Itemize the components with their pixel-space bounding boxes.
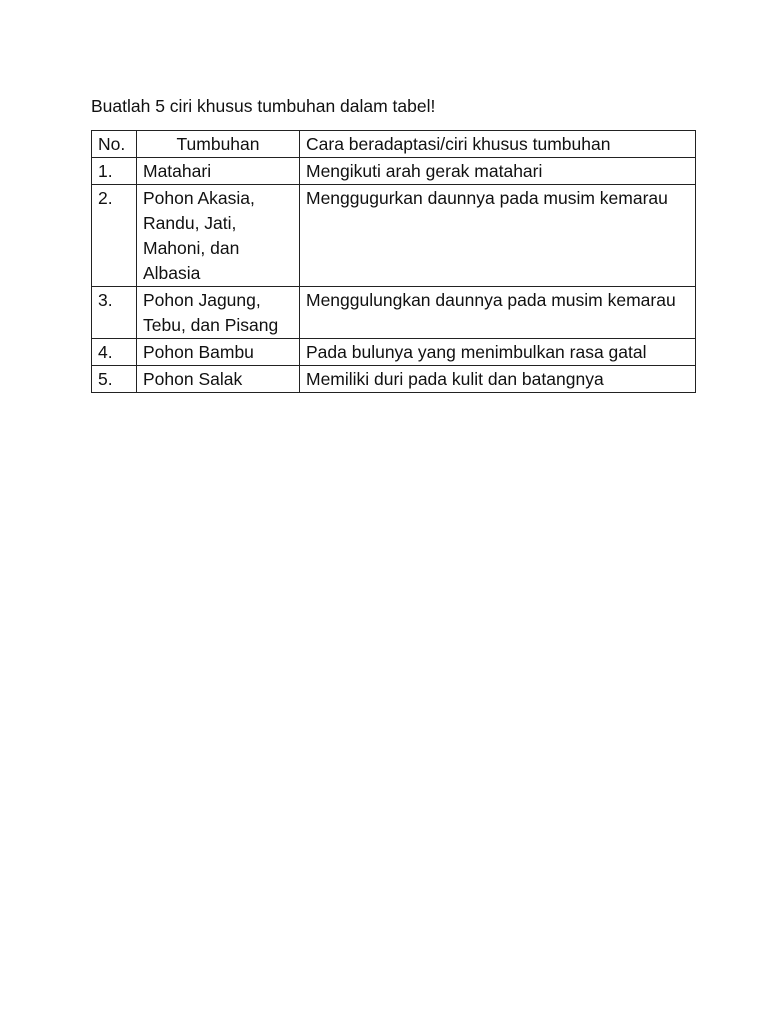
- cell-plant: Pohon Akasia, Randu, Jati, Mahoni, dan Albasia: [137, 185, 300, 287]
- header-plant: Tumbuhan: [137, 131, 300, 158]
- cell-trait: Menggulungkan daunnya pada musim kemarau: [300, 287, 696, 339]
- instruction-text: Buatlah 5 ciri khusus tumbuhan dalam tabel!: [91, 96, 436, 116]
- cell-trait: Pada bulunya yang menimbulkan rasa gatal: [300, 339, 696, 366]
- table-row: [92, 185, 696, 287]
- table-row: [92, 158, 696, 185]
- cell-plant: Pohon Jagung, Tebu, dan Pisang: [137, 287, 300, 339]
- cell-trait: Mengikuti arah gerak matahari: [300, 158, 696, 185]
- cell-no: 2.: [92, 185, 137, 287]
- header-trait: Cara beradaptasi/ciri khusus tumbuhan: [300, 131, 696, 158]
- header-no: No.: [92, 131, 137, 158]
- cell-plant: Matahari: [137, 158, 300, 185]
- cell-no: 4.: [92, 339, 137, 366]
- cell-trait: Memiliki duri pada kulit dan batangnya: [300, 366, 696, 393]
- cell-trait: Menggugurkan daunnya pada musim kemarau: [300, 185, 696, 287]
- cell-no: 1.: [92, 158, 137, 185]
- cell-no: 3.: [92, 287, 137, 339]
- table-row: [92, 287, 696, 339]
- table-header-row: [92, 131, 696, 158]
- table-row: [92, 366, 696, 393]
- cell-plant: Pohon Bambu: [137, 339, 300, 366]
- cell-plant: Pohon Salak: [137, 366, 300, 393]
- adaptation-table: [91, 130, 696, 393]
- cell-no: 5.: [92, 366, 137, 393]
- table-row: [92, 339, 696, 366]
